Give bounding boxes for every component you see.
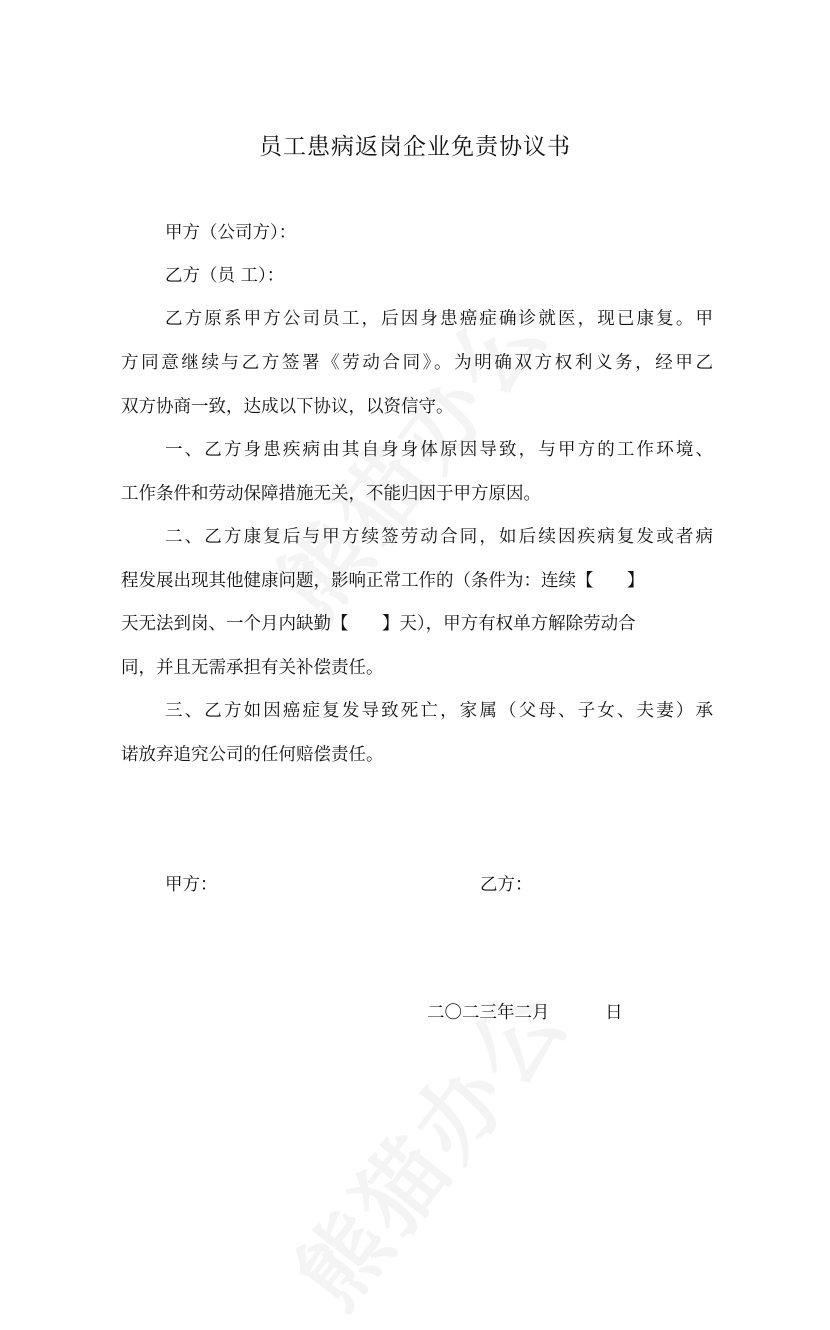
clause2-line-2: 程发展出现其他健康问题，影响正常工作的（条件为：连续【 】: [121, 571, 645, 591]
clause2-line-3: 天无法到岗、一个月内缺勤【 】天），甲方有权单方解除劳动合: [121, 614, 636, 634]
party-b-signature-label: 乙方：: [480, 875, 533, 895]
clause2-line-1: 二、乙方康复后与甲方续签劳动合同，如后续因疾病复发或者病: [165, 527, 713, 547]
clause3-line-2: 诺放弃追究公司的任何赔偿责任。: [121, 745, 384, 765]
party-a-signature-label: 甲方：: [165, 875, 218, 895]
party-a-line: 甲方（公司方）：: [165, 223, 297, 243]
intro-line-2: 方同意继续与乙方签署《劳动合同》。为明确双方权利义务，经甲乙: [121, 353, 713, 373]
clause2-line-4: 同，并且无需承担有关补偿责任。: [121, 658, 384, 678]
clause3-line-1: 三、乙方如因癌症复发导致死亡，家属（父母、子女、夫妻）承: [165, 701, 713, 721]
clause1-line-1: 一、乙方身患疾病由其自身身体原因导致，与甲方的工作环境、: [165, 440, 713, 460]
intro-line-3: 双方协商一致，达成以下协议，以资信守。: [121, 397, 454, 417]
party-b-line: 乙方（员 工）：: [165, 266, 285, 286]
clause1-line-2: 工作条件和劳动保障措施无关，不能归因于甲方原因。: [121, 484, 541, 504]
document-title: 员工患病返岗企业免责协议书: [259, 134, 571, 160]
document-date: 二〇二三年二月 日: [427, 1003, 623, 1023]
intro-line-1: 乙方原系甲方公司员工，后因身患癌症确诊就医，现已康复。甲: [165, 309, 713, 329]
